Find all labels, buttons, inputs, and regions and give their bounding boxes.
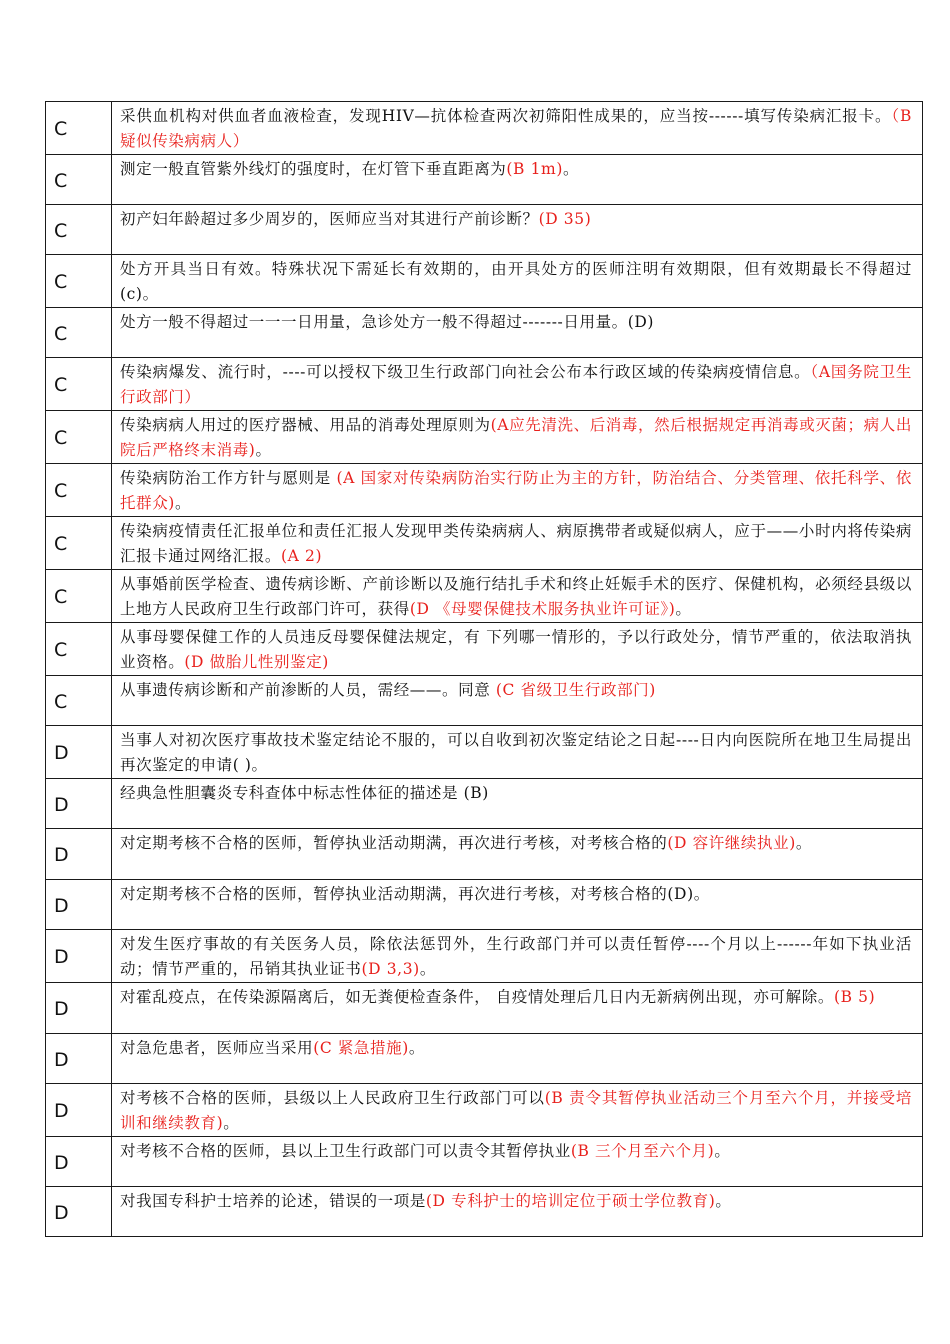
question-cell xyxy=(112,676,923,726)
question-cell xyxy=(112,411,923,464)
question-text: 传染病爆发、流行时，----可以授权下级卫生行政部门向社会公布本行政区域的传染病疫情信息。 xyxy=(120,363,811,381)
table-row xyxy=(46,880,923,930)
table-row xyxy=(46,255,923,308)
question-cell xyxy=(112,930,923,983)
answer-text: (B 5) xyxy=(833,988,876,1006)
answer-letter: C xyxy=(46,517,112,570)
question-text: 从事婚前医学检查、遗传病诊断、产前诊断以及施行结扎手术和终止妊娠手术的医疗、保健机构，必须经县级以上地方人民政府卫生行政部门许可，获得 xyxy=(120,575,912,618)
sentence-end: 。 xyxy=(562,160,580,178)
table-row xyxy=(46,102,923,155)
table-row xyxy=(46,517,923,570)
table-row xyxy=(46,623,923,676)
question-text-block xyxy=(120,207,912,232)
question-text-block xyxy=(120,1036,912,1061)
question-text: 传染病病人用过的医疗器械、用品的消毒处理原则为 xyxy=(120,416,491,434)
table-row xyxy=(46,570,923,623)
question-text-block xyxy=(120,157,912,182)
answer-letter: C xyxy=(46,255,112,308)
question-text: 对定期考核不合格的医师，暂停执业活动期满，再次进行考核，对考核合格的(D)。 xyxy=(120,885,710,903)
question-text-block xyxy=(120,519,912,569)
question-cell xyxy=(112,1187,923,1237)
question-cell xyxy=(112,155,923,205)
question-text-block xyxy=(120,678,912,703)
sentence-end: 。 xyxy=(795,834,812,852)
question-text: 测定一般直管紫外线灯的强度时，在灯管下垂直距离为 xyxy=(120,160,507,178)
question-cell xyxy=(112,205,923,255)
answer-letter: D xyxy=(46,726,112,779)
table-row xyxy=(46,983,923,1034)
question-text-block xyxy=(120,413,912,463)
question-cell xyxy=(112,623,923,676)
answer-text: (D 3,3) xyxy=(361,960,420,978)
answer-letter: C xyxy=(46,205,112,255)
sentence-end: 。 xyxy=(675,600,692,618)
answer-letter: C xyxy=(46,358,112,411)
sentence-end: 。 xyxy=(174,494,192,512)
question-cell xyxy=(112,255,923,308)
question-text-block xyxy=(120,625,912,675)
question-text: 传染病疫情责任汇报单位和责任汇报人发现甲类传染病病人、病原携带者或疑似病人，应于——小时内将传染病汇报卡通过网络汇报。 xyxy=(120,522,912,565)
question-cell xyxy=(112,570,923,623)
answer-text: (B 1m) xyxy=(506,160,563,178)
answer-text: (C 紧急措施) xyxy=(313,1039,409,1057)
answer-letter: C xyxy=(46,464,112,517)
question-text: 初产妇年龄超过多少周岁的，医师应当对其进行产前诊断？ xyxy=(120,210,539,228)
table-row xyxy=(46,829,923,880)
question-text-block xyxy=(120,1139,912,1164)
question-cell xyxy=(112,829,923,880)
table-row xyxy=(46,779,923,829)
answer-text: (B 责令其暂停执业活动三个月至六个月，并接受培训和继续教育) xyxy=(120,1089,912,1132)
question-text: 对考核不合格的医师，县以上卫生行政部门可以责令其暂停执业 xyxy=(120,1142,571,1160)
sentence-end: 。 xyxy=(223,1114,240,1132)
question-text-block xyxy=(120,985,912,1010)
question-text: 从事遗传病诊断和产前渗断的人员，需经——。同意 xyxy=(120,681,496,699)
question-text-block xyxy=(120,1086,912,1136)
answer-letter: C xyxy=(46,411,112,464)
answer-letter: D xyxy=(46,1137,112,1187)
answer-letter: D xyxy=(46,1034,112,1084)
answer-text: （B 疑似传染病病人） xyxy=(120,107,912,150)
answer-text: (C 省级卫生行政部门) xyxy=(495,681,656,699)
question-text-block xyxy=(120,360,912,410)
table-row xyxy=(46,464,923,517)
question-text-block xyxy=(120,257,912,307)
question-cell xyxy=(112,358,923,411)
table-row xyxy=(46,930,923,983)
question-text-block xyxy=(120,310,912,335)
question-text: 采供血机构对供血者血液检查，发现HIV—抗体检查两次初筛阳性成果的，应当按------填写传染病汇报卡。 xyxy=(120,107,892,125)
answer-text: (D 专科护士的培训定位于硕士学位教育) xyxy=(425,1192,716,1210)
question-text: 传染病防治工作方针与愿则是 xyxy=(120,469,337,487)
question-text-block xyxy=(120,831,912,856)
table-row xyxy=(46,411,923,464)
question-text-block xyxy=(120,728,912,778)
table-row xyxy=(46,205,923,255)
question-text: 经典急性胆囊炎专科查体中标志性体征的描述是 (B) xyxy=(120,784,489,802)
question-text: 对我国专科护士培养的论述，错误的一项是 xyxy=(120,1192,426,1210)
answer-text: (A应先清洗、后消毒，然后根据规定再消毒或灭菌；病人出院后严格终末消毒) xyxy=(120,416,912,459)
table-row xyxy=(46,1137,923,1187)
question-table-body xyxy=(46,102,923,1237)
table-row xyxy=(46,155,923,205)
question-cell xyxy=(112,102,923,155)
answer-letter: C xyxy=(46,155,112,205)
question-cell xyxy=(112,1137,923,1187)
answer-letter: D xyxy=(46,983,112,1034)
answer-letter: C xyxy=(46,102,112,155)
question-text: 对发生医疗事故的有关医务人员，除依法惩罚外，生行政部门并可以责任暂停----个月以上------年如下执业活动；情节严重的，吊销其执业证书 xyxy=(120,935,912,978)
sentence-end: 。 xyxy=(255,441,272,459)
answer-letter: C xyxy=(46,676,112,726)
answer-letter: D xyxy=(46,930,112,983)
answer-text: (A 国家对传染病防治实行防止为主的方针，防治结合、分类管理、依托科学、依托群众) xyxy=(120,469,913,512)
question-text: 对考核不合格的医师，县级以上人民政府卫生行政部门可以 xyxy=(120,1089,545,1107)
table-row xyxy=(46,308,923,358)
answer-letter: C xyxy=(46,623,112,676)
question-cell xyxy=(112,308,923,358)
question-cell xyxy=(112,779,923,829)
question-text: 处方开具当日有效。特殊状况下需延长有效期的，由开具处方的医师注明有效期限，但有效期最长不得超过(c)。 xyxy=(120,260,912,303)
question-text-block xyxy=(120,104,912,154)
sentence-end: 。 xyxy=(715,1192,732,1210)
answer-letter: D xyxy=(46,1187,112,1237)
question-text-block xyxy=(120,572,912,622)
answer-text: (D 《母婴保健技术服务执业许可证》) xyxy=(409,600,676,618)
question-cell xyxy=(112,880,923,930)
answer-letter: D xyxy=(46,779,112,829)
answer-letter: D xyxy=(46,1084,112,1137)
question-cell xyxy=(112,726,923,779)
question-cell xyxy=(112,464,923,517)
question-text-block xyxy=(120,466,912,516)
answer-text: (D 容许继续执业) xyxy=(667,834,796,852)
table-row xyxy=(46,1084,923,1137)
question-cell xyxy=(112,1084,923,1137)
question-text: 对霍乱疫点，在传染源隔离后，如无粪便检查条件， 自疫情处理后几日内无新病例出现，亦可解除。 xyxy=(120,988,834,1006)
table-row xyxy=(46,358,923,411)
question-text: 对急危患者，医师应当采用 xyxy=(120,1039,314,1057)
table-row xyxy=(46,676,923,726)
answer-letter: D xyxy=(46,880,112,930)
question-text-block xyxy=(120,882,912,907)
table-row xyxy=(46,1034,923,1084)
question-text: 对定期考核不合格的医师，暂停执业活动期满，再次进行考核，对考核合格的 xyxy=(120,834,668,852)
answer-letter: C xyxy=(46,570,112,623)
question-cell xyxy=(112,983,923,1034)
question-text: 当事人对初次医疗事故技术鉴定结论不服的，可以自收到初次鉴定结论之日起----日内向医院所在地卫生局提出再次鉴定的申请( )。 xyxy=(120,731,912,774)
question-text: 处方一般不得超过一一一日用量，急诊处方一般不得超过-------日用量。(D) xyxy=(120,313,655,331)
question-cell xyxy=(112,1034,923,1084)
sentence-end: 。 xyxy=(408,1039,425,1057)
answer-letter: D xyxy=(46,829,112,880)
question-cell xyxy=(112,517,923,570)
question-text-block xyxy=(120,1189,912,1214)
answer-letter: C xyxy=(46,308,112,358)
answer-text: (B 三个月至六个月) xyxy=(570,1142,715,1160)
sentence-end: 。 xyxy=(419,960,436,978)
sentence-end: 。 xyxy=(714,1142,731,1160)
question-text: 从事母婴保健工作的人员违反母婴保健法规定，有 下列哪一情形的，予以行政处分，情节严重的，依法取消执业资格。 xyxy=(120,628,912,671)
question-text-block xyxy=(120,781,912,806)
question-text-block xyxy=(120,932,912,982)
answer-text: (D 35) xyxy=(538,210,592,228)
question-table xyxy=(45,101,923,1237)
answer-text: （A国务院卫生行政部门） xyxy=(120,363,912,406)
answer-text: (A 2) xyxy=(281,547,323,565)
answer-text: (D 做胎儿性别鉴定) xyxy=(184,653,329,671)
table-row xyxy=(46,726,923,779)
table-row xyxy=(46,1187,923,1237)
